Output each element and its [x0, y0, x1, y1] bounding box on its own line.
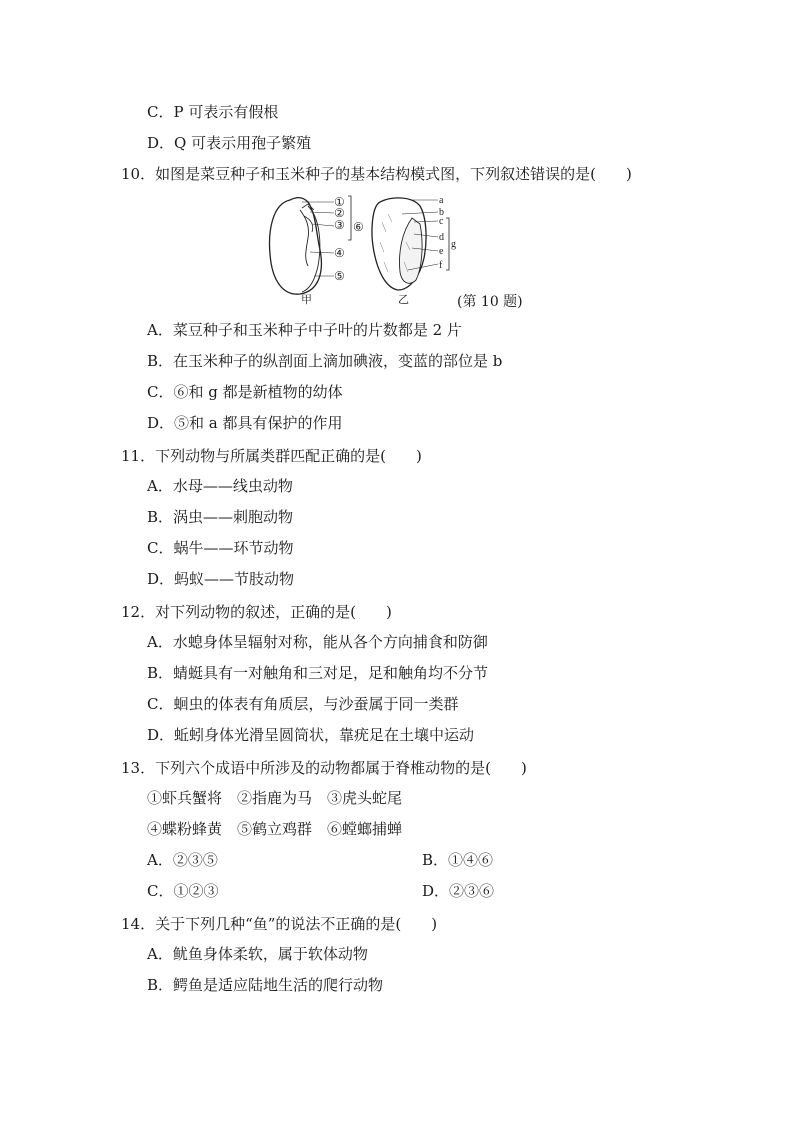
- label-g: g: [451, 239, 456, 250]
- question-11-stem: 11．下列动物与所属类群匹配正确的是( ): [121, 447, 422, 465]
- q12-option-b: B．蜻蜓具有一对触角和三对足，足和触角均不分节: [147, 664, 489, 682]
- question-10-stem: 10．如图是菜豆种子和玉米种子的基本结构模式图，下列叙述错误的是( ): [121, 165, 632, 183]
- q10-option-a: A．菜豆种子和玉米种子中子叶的片数都是 2 片: [147, 321, 462, 339]
- question-13-stem: 13．下列六个成语中所涉及的动物都属于脊椎动物的是( ): [121, 759, 527, 777]
- q12-option-c: C．蛔虫的体表有角质层，与沙蚕属于同一类群: [147, 695, 459, 713]
- question-12-stem: 12．对下列动物的叙述，正确的是( ): [121, 603, 392, 621]
- label-1: ①: [334, 195, 345, 209]
- label-4: ④: [334, 246, 345, 260]
- label-d: d: [439, 232, 444, 243]
- q13-option-b: B．①④⑥: [422, 851, 494, 869]
- corn-seed-figure: [372, 198, 449, 290]
- q11-option-d: D．蚂蚁——节肢动物: [147, 570, 295, 588]
- q14-option-b: B．鳄鱼是适应陆地生活的爬行动物: [147, 976, 384, 994]
- q12-option-d: D．蚯蚓身体光滑呈圆筒状，靠疣足在土壤中运动: [147, 726, 475, 744]
- q13-option-c: C．①②③: [147, 882, 219, 900]
- caption-jia: 甲: [301, 294, 312, 306]
- label-e: e: [439, 246, 444, 257]
- q11-option-a: A．水母——线虫动物: [147, 477, 293, 495]
- q13-option-d: D．②③⑥: [422, 882, 495, 900]
- question-14-stem: 14．关于下列几种“鱼”的说法不正确的是( ): [121, 915, 438, 933]
- option-d: D．Q 可表示用孢子繁殖: [147, 134, 312, 152]
- q12-option-a: A．水螅身体呈辐射对称，能从各个方向捕食和防御: [147, 633, 488, 651]
- q13-option-a: A．②③⑤: [147, 851, 218, 869]
- q10-option-b: B．在玉米种子的纵剖面上滴加碘液，变蓝的部位是 b: [147, 352, 503, 370]
- label-2: ②: [334, 206, 345, 220]
- label-c: c: [439, 216, 444, 227]
- label-3: ③: [334, 218, 345, 232]
- caption-yi: 乙: [398, 294, 409, 306]
- figure-caption: (第 10 题): [457, 294, 523, 310]
- q11-option-c: C．蜗牛——环节动物: [147, 539, 294, 557]
- q10-option-d: D．⑤和 a 都具有保护的作用: [147, 414, 343, 432]
- label-f: f: [439, 260, 443, 271]
- q11-option-b: B．涡虫——刺胞动物: [147, 508, 294, 526]
- q13-idioms-row-1: ①虾兵蟹将 ②指鹿为马 ③虎头蛇尾: [147, 789, 403, 807]
- label-b: b: [439, 207, 444, 218]
- label-6: ⑥: [353, 220, 364, 234]
- option-c: C．P 可表示有假根: [147, 103, 279, 121]
- label-5: ⑤: [334, 269, 345, 283]
- seed-diagram: [262, 192, 462, 307]
- q13-idioms-row-2: ④蝶粉蜂黄 ⑤鹤立鸡群 ⑥螳螂捕蝉: [147, 820, 403, 838]
- q14-option-a: A．鱿鱼身体柔软，属于软体动物: [147, 945, 368, 963]
- q10-option-c: C．⑥和 g 都是新植物的幼体: [147, 383, 343, 401]
- label-a: a: [439, 195, 444, 206]
